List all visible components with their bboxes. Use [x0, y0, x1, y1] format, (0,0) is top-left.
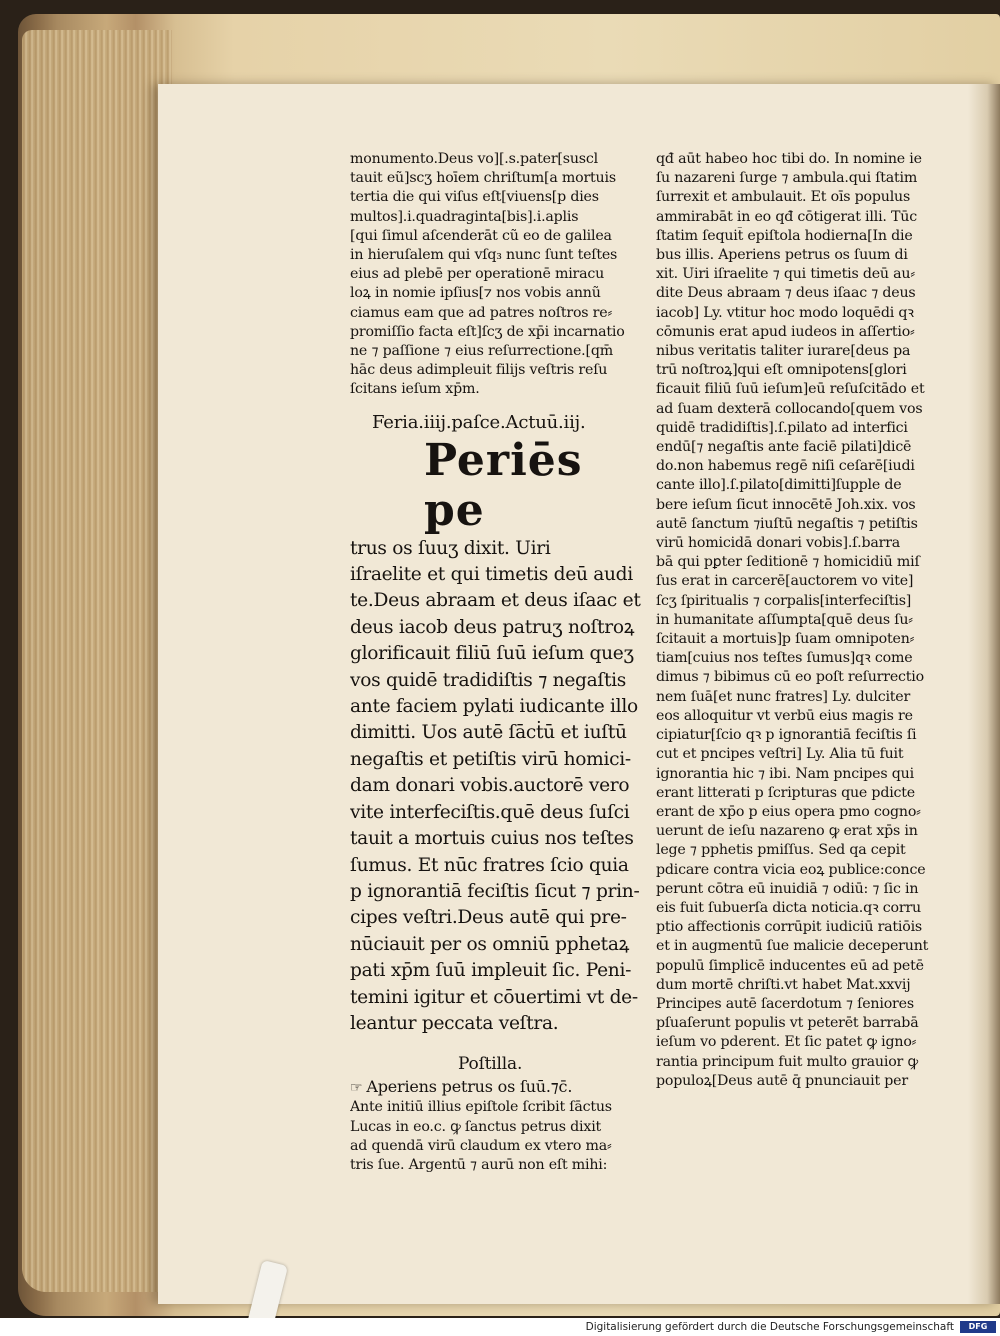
gloss-line: ſcitans ieſum xp̄m. [350, 381, 480, 398]
commentary-line: ſcʒ ſpiritualis ⁊ corpalis[interfeciſtis] [656, 592, 912, 609]
gloss-line: monumento.Deus vo][.s.pater[suscl [350, 151, 598, 167]
commentary-line: endū[⁊ negaſtis ante faciē pilati]dicē [656, 439, 912, 456]
commentary-line: pſuaſerunt populis vt peterēt barrabā [656, 1015, 919, 1032]
commentary-line: ſu nazareni ſurge ⁊ ambula.qui ſtatim [656, 170, 918, 187]
commentary-line: bus illis. Aperiens petrus os ſuum di [656, 247, 908, 264]
main-text-line: vite interfeciſtis.quē deus ſuſci [350, 801, 630, 823]
commentary-line: ieſum vo pderent. Et ſic patet ꝙ igno⸗ [656, 1034, 917, 1051]
main-text-line: dimitti. Uos autē ſācṫū et iuſtū [350, 722, 627, 744]
commentary-line: lege ⁊ pphetis pmiſſus. Sed qa cepit [656, 842, 906, 859]
commentary-line: populū ſimplicē inducentes eū ad petē [656, 957, 924, 974]
commentary-line: bā qui pꝑter ſeditionē ⁊ homicidiū miſ [656, 554, 920, 571]
commentary-line: nem ſuā[et nunc fratres] Ly. dulciter [656, 688, 911, 705]
commentary-line: virū homicidā donari vobis].ſ.barra [656, 535, 901, 552]
gloss-block [350, 150, 650, 400]
commentary-line: in humanitate aſſumpta[quē deus ſu⸗ [656, 611, 913, 628]
commentary-line: ſus erat in carcerē[auctorem vo vite] [656, 573, 914, 590]
main-text-line: tauit a mortuis cuius nos teſtes [350, 828, 634, 850]
main-text-line: nūciauit per os omniū pphetaꝝ [350, 933, 630, 955]
commentary-line: nibus veritatis taliter iurare[deus pa [656, 343, 911, 360]
commentary-line: autē ſanctum ⁊iuſtū negaſtis ⁊ petiſtis [656, 515, 918, 532]
commentary-line: cōmunis erat apud iudeos in aſſertio⸗ [656, 323, 915, 340]
commentary-line: xit. Uiri iſraelite ⁊ qui timetis deū au⸗ [656, 266, 915, 283]
postilla-title: Poſtilla. [458, 1054, 523, 1075]
dfg-logo: DFG [960, 1321, 996, 1333]
commentary-line: uerunt de ieſu nazareno ꝙ erat xp̄s in [656, 823, 918, 840]
gloss-line: in hieruſalem qui vſq₃ nunc ſunt teſtes [350, 247, 618, 264]
commentary-line: do.non habemus regē niſi ceſarē[iudi [656, 458, 915, 475]
main-text-line: deus iacob deus patruʒ noſtroꝝ [350, 616, 635, 638]
main-text-line: temini igitur et cōuertimi vt de- [350, 986, 638, 1008]
commentary-line: ſcitauit a mortuis]p ſuam omnipoten⸗ [656, 631, 915, 648]
commentary-line: quidē tradidiſtis].ſ.pilato ad interfici [656, 419, 908, 436]
commentary-line: ammirabāt in eo qđ cōtigerat illi. Tūc [656, 208, 917, 225]
main-text-block [350, 536, 650, 1038]
commentary-line: eis fuit ſubuerſa dicta noticia.qꝛ corru [656, 899, 921, 916]
commentary-line: cut et pncipes veſtri] Ly. Alia tū fuit [656, 746, 904, 763]
main-text-line: trus os ſuuʒ dixit. Uiri [350, 537, 551, 559]
main-text-line: glorificauit filiū ſuū ieſum queʒ [350, 643, 634, 665]
page-gutter [968, 84, 1000, 1304]
gloss-line: tertia die qui viſus eſt[viuens[p dies [350, 189, 599, 206]
gloss-line: multos].i.quadraginta[bis].i.aplis [350, 208, 579, 225]
main-text-line: p ignorantiā feciſtis ſicut ⁊ prin- [350, 880, 640, 902]
commentary-line: cante illo].ſ.pilato[dimitti]ſupple de [656, 477, 902, 494]
commentary-line: rantia principum fuit multo grauior ꝙ [656, 1053, 918, 1070]
main-text-line: cipes veſtri.Deus autē qui pre- [350, 907, 627, 929]
postilla-line: tris ſue. Argentū ⁊ aurū non eſt mihi: [350, 1156, 608, 1173]
main-text-line: dam donari vobis.auctorē vero [350, 775, 630, 797]
right-column [656, 150, 956, 1091]
commentary-line: erant litterati p ſcripturas que pdicte [656, 784, 915, 801]
gloss-line: [qui ſimul aſcenderāt cũ eo de galilea [350, 227, 612, 244]
commentary-line: ſurrexit et ambulauit. Et oīs populus [656, 189, 911, 206]
commentary-line: ficauit filiū ſuū ieſum]eū reſuſcitādo et [656, 381, 925, 398]
commentary-line: cipiatur[ſcio qꝛ p ignorantiā feciſtis ſi [656, 727, 917, 744]
main-text-line: vos quidē tradidiſtis ⁊ negaſtis [350, 669, 627, 691]
digitization-credit: Digitalisierung gefördert durch die Deutsche Forschungsgemeinschaft [585, 1321, 954, 1333]
main-text-line: pati xp̄m ſuū impleuit ſic. Peni- [350, 960, 632, 982]
footer-bar [0, 1318, 1000, 1336]
printed-page [158, 84, 1000, 1304]
commentary-line: dite Deus abraam ⁊ deus iſaac ⁊ deus [656, 285, 916, 302]
decorated-initial: Periēs pe [424, 434, 583, 536]
commentary-line: eos alloquitur vt verbū eius magis re [656, 707, 913, 724]
commentary-line: erant de xp̄o p eius opera pmo cogno⸗ [656, 803, 921, 820]
commentary-line: ſtatim ſequit̄ epiſtola hodierna[In die [656, 227, 913, 244]
postilla-line: ad quendā virū claudum ex vtero ma⸗ [350, 1137, 612, 1154]
postilla-block [350, 1077, 650, 1175]
main-text-line: negaſtis et petiſtis virū homici- [350, 748, 631, 770]
left-column [350, 150, 650, 1175]
commentary-line: qđ aūt habeo hoc tibi do. In nomine ie [656, 151, 922, 167]
gloss-line: hāc deus adimpleuit filijs veſtris reſu [350, 362, 608, 379]
commentary-line: ignorantia hic ⁊ ibi. Nam pncipes qui [656, 765, 914, 782]
main-text-line: ſumus. Et nūc fratres ſcio quia [350, 854, 629, 876]
commentary-line: iacob] Ly. vtitur hoc modo loquēdi qꝛ [656, 304, 914, 321]
commentary-line: ad ſuam dexterā collocando[quem vos [656, 400, 923, 417]
commentary-line: trū noſtroꝝ]qui eſt omnipotens[glori [656, 362, 907, 379]
commentary-line: dum mortē chriſti.vt habet Mat.xxvij [656, 976, 911, 993]
postilla-line: Lucas in eo.c. ꝙ ſanctus petrus dixit [350, 1118, 602, 1135]
commentary-line: Principes autē ſacerdotum ⁊ ſeniores [656, 995, 914, 1012]
commentary-line: perunt cōtra eū inuidiā ⁊ odiū: ⁊ ſic in [656, 880, 919, 897]
commentary-line: et in augmentū ſue malicie deceperunt [656, 938, 929, 955]
gloss-line: ciamus eam que ad patres noſtros re⸗ [350, 304, 612, 321]
main-text-line: te.Deus abraam et deus iſaac et [350, 590, 641, 612]
pointing-hand-icon: ☞ [350, 1080, 363, 1097]
commentary-block [656, 150, 956, 1091]
commentary-line: pdicare contra vicia eoꝝ publice:conce [656, 861, 926, 878]
postilla-line [350, 1077, 650, 1098]
lesson-heading: Feria.iiij.paſce.Actuū.iij. [372, 411, 586, 433]
commentary-line: dimus ⁊ bibimus cū eo poſt reſurrectio [656, 669, 924, 686]
gloss-line: promiſſio facta eſt]ſcʒ de xp̄i incarnatio [350, 323, 625, 340]
main-text-line: leantur peccata veſtra. [350, 1012, 559, 1034]
postilla-line: Ante initiū illius epiſtole ſcribit ſāctus [350, 1099, 612, 1116]
page-edges [22, 30, 172, 1292]
commentary-line: populoꝝ[Deus autē q̄ pnunciauit per [656, 1072, 908, 1089]
gloss-line: loꝝ in nomie ipſius[⁊ nos vobis annũ [350, 285, 601, 302]
gloss-line: ne ⁊ paſſione ⁊ eius reſurrectione.[qm̄ [350, 343, 613, 360]
postilla-first-text: Aperiens petrus os ſuū.⁊c̄. [366, 1077, 573, 1097]
commentary-line: bere ieſum ſicut innocētē Joh.xix. vos [656, 496, 916, 513]
commentary-line: tiam[cuius nos teſtes ſumus]qꝛ come [656, 650, 913, 667]
gloss-line: eius ad plebē per operationē miracu [350, 266, 605, 283]
main-text-line: ante faciem pylati iudicante illo [350, 696, 638, 718]
gloss-line: tauit eũ]scʒ hoīem chriſtum[a mortuis [350, 170, 616, 187]
commentary-line: ptio affectionis corrūpit iudiciū ratiōis [656, 919, 923, 936]
main-text-line: iſraelite et qui timetis deū audi [350, 564, 633, 586]
